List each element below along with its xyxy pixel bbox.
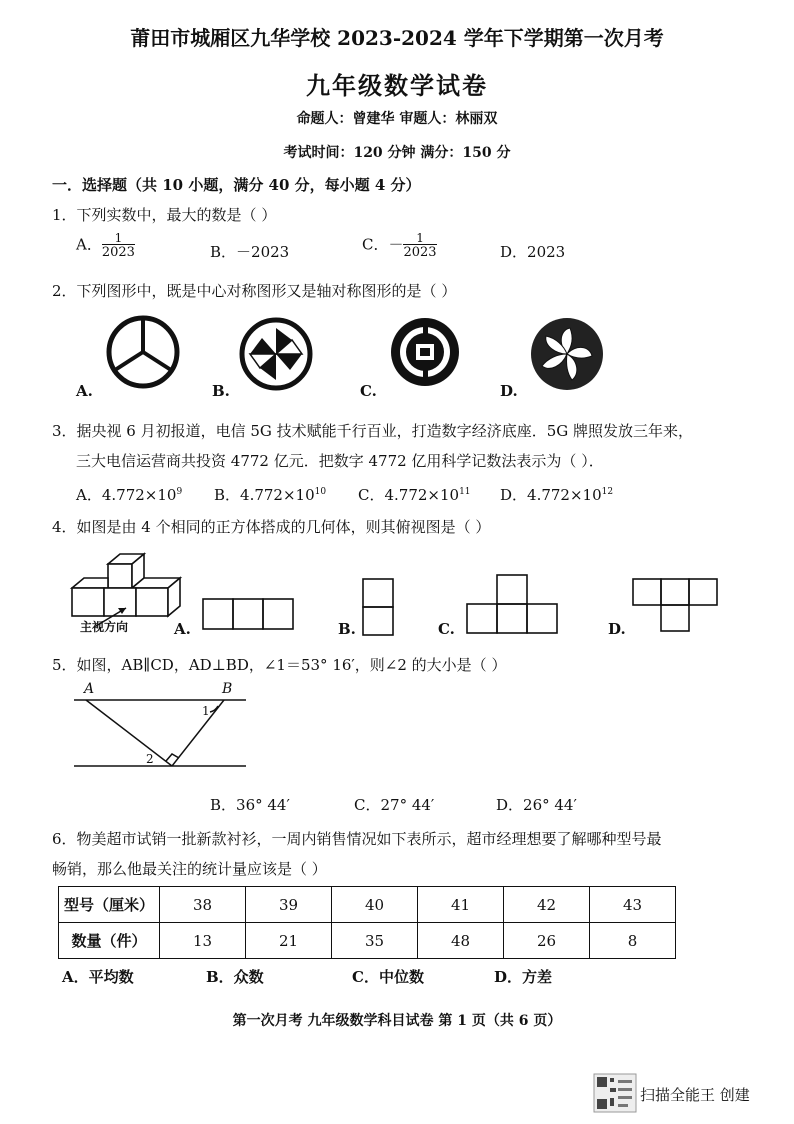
- q5-option-d: D．26° 44′: [496, 796, 577, 814]
- table-cell: 42: [504, 887, 590, 923]
- table-cell: 39: [246, 887, 332, 923]
- q3-option-a: A．$4.772\times 10^9$: [76, 486, 183, 504]
- circle-spokes-figure: [102, 316, 184, 388]
- q2-label-a: A.: [76, 382, 93, 400]
- question-6-line1: 6．物美超市试销一批新款衬衫，一周内销售情况如下表所示，超市经理想要了解哪种型号最: [52, 830, 662, 848]
- qr-code-icon: [594, 1074, 636, 1112]
- q1-option-b: B．－2023: [210, 243, 290, 261]
- table-row-header-size: 型号（厘米）: [59, 887, 160, 923]
- table-cell: 38: [160, 887, 246, 923]
- question-3-line2: 三大电信运营商共投资 4772 亿元．把数字 4772 亿用科学记数法表示为（ ）．: [76, 452, 604, 470]
- q4-figure-a: [202, 598, 296, 630]
- q3-option-c: C．$4.772\times 10^{11}$: [358, 486, 471, 504]
- point-b-label: B: [222, 681, 233, 697]
- pinwheel-figure: [236, 316, 316, 392]
- scanner-watermark: 扫描全能王 创建: [640, 1086, 750, 1104]
- angle-1-label: 1: [202, 704, 210, 718]
- q1-option-d: D．2023: [500, 243, 566, 261]
- q1-option-c: C．－ $\frac{1}{2023}$: [362, 231, 437, 260]
- point-a-label: A: [84, 681, 95, 697]
- q5-option-b: B．36° 44′: [210, 796, 290, 814]
- q4-label-c: C.: [438, 620, 455, 638]
- q2-label-b: B.: [212, 382, 230, 400]
- question-6-line2: 畅销，那么他最关注的统计量应该是（ ）: [52, 860, 327, 878]
- sales-table: [58, 886, 676, 959]
- q6-option-c: C．中位数: [352, 968, 424, 986]
- page-footer: 第一次月考 九年级数学科目试卷 第 1 页（共 6 页）: [232, 1013, 562, 1029]
- angle-2-label: 2: [146, 752, 154, 766]
- q4-label-b: B.: [338, 620, 356, 638]
- authors-line: 命题人：曾建华 审题人：林丽双: [296, 111, 498, 127]
- table-cell: 8: [590, 923, 676, 959]
- exam-title: 莆田市城厢区九华学校 2023-2024 学年下学期第一次月考: [130, 26, 664, 50]
- q6-option-b: B．众数: [206, 968, 264, 986]
- table-cell: 13: [160, 923, 246, 959]
- q6-option-a: A．平均数: [62, 968, 134, 986]
- question-5-stem: 5．如图，AB∥CD，AD⊥BD，∠1＝53° 16′，则∠2 的大小是（ ）: [52, 656, 507, 674]
- table-cell: 43: [590, 887, 676, 923]
- q4-label-d: D.: [608, 620, 626, 638]
- q4-figure-b: [362, 578, 394, 638]
- table-cell: 21: [246, 923, 332, 959]
- question-1-stem: 1．下列实数中，最大的数是（ ）: [52, 206, 277, 224]
- table-cell: 48: [418, 923, 504, 959]
- bauhinia-flower-figure: [526, 316, 608, 392]
- question-2-stem: 2．下列图形中，既是中心对称图形又是轴对称图形的是（ ）: [52, 282, 457, 300]
- q4-figure-d: [632, 578, 720, 634]
- q5-option-c: C．27° 44′: [354, 796, 435, 814]
- section-title: 一．选择题（共 10 小题，满分 40 分，每小题 4 分）: [52, 176, 421, 194]
- q1-option-a: A． $\frac{1}{2023}$: [76, 231, 135, 260]
- table-cell: 41: [418, 887, 504, 923]
- q2-label-c: C.: [360, 382, 377, 400]
- exam-subtitle: 九年级数学试卷: [306, 71, 488, 100]
- q6-option-d: D．方差: [494, 968, 553, 986]
- q3-option-d: D．$4.772\times 10^{12}$: [500, 486, 614, 504]
- q2-label-d: D.: [500, 382, 518, 400]
- question-4-stem: 4．如图是由 4 个相同的正方体搭成的几何体，则其俯视图是（ ）: [52, 518, 491, 536]
- table-cell: 26: [504, 923, 590, 959]
- q4-label-a: A.: [174, 620, 191, 638]
- view-direction-label: 主视方向: [80, 620, 129, 634]
- question-3-line1: 3．据央视 6 月初报道，电信 5G 技术赋能千行百业，打造数字经济底座．5G 牌照发放三年来，: [52, 422, 693, 440]
- table-row: [59, 923, 676, 959]
- table-cell: 40: [332, 887, 418, 923]
- table-cell: 35: [332, 923, 418, 959]
- coin-logo-figure: [384, 316, 466, 388]
- exam-info-line: 考试时间：120 分钟 满分：150 分: [283, 145, 511, 161]
- q3-option-b: B．$4.772\times 10^{10}$: [214, 486, 327, 504]
- table-row-header-count: 数量（件）: [59, 923, 160, 959]
- table-row: [59, 887, 676, 923]
- q4-figure-c: [466, 574, 560, 636]
